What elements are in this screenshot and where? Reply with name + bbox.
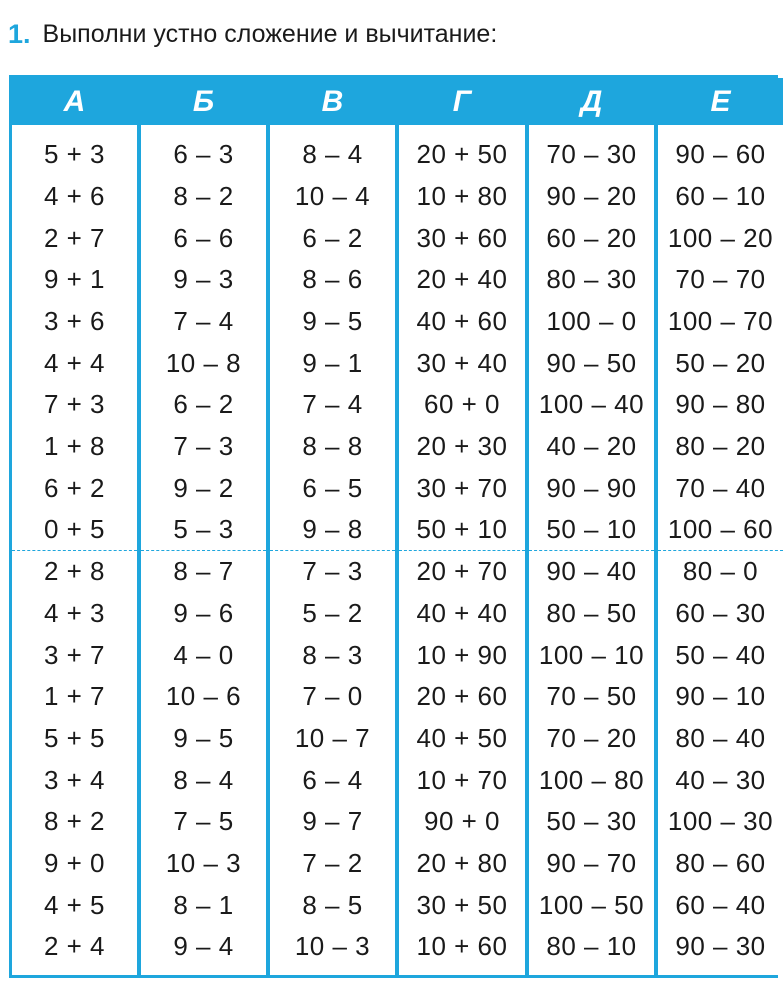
expression-cell: 6 – 2 (173, 389, 234, 420)
expression-cell: 8 + 2 (43, 806, 106, 837)
expression-cell: 10 – 4 (294, 181, 371, 212)
exercise-table (9, 75, 778, 978)
expression-cell: 0 + 5 (12, 509, 137, 551)
expression-cell: 8 – 7 (173, 556, 234, 587)
expression-cell: 100 – 50 (538, 889, 645, 920)
expression-cell: 20 + 40 (416, 264, 508, 295)
expression-cell: 1 + 8 (43, 431, 106, 462)
expression-cell: 90 + 0 (423, 806, 500, 837)
table-column (399, 78, 525, 975)
expression-cell: 80 – 20 (675, 431, 766, 462)
expression-cell: 40 – 30 (675, 764, 766, 795)
expression-cell: 70 – 70 (675, 264, 766, 295)
expression-cell: 7 – 0 (302, 681, 363, 712)
expression-cell: 70 – 50 (546, 681, 637, 712)
expression-cell: 50 – 20 (675, 347, 766, 378)
expression-cell: 60 – 10 (675, 181, 766, 212)
column-header: В (270, 78, 395, 125)
table-column (658, 78, 783, 975)
expression-cell: 5 + 3 (43, 139, 106, 170)
expression-cell: 80 – 10 (546, 931, 637, 962)
expression-cell: 70 – 30 (546, 139, 637, 170)
expression-cell: 9 – 5 (173, 722, 234, 753)
column-header: А (12, 78, 137, 125)
expression-cell: 4 + 6 (43, 181, 106, 212)
expression-cell: 90 – 60 (675, 139, 766, 170)
column-cells (270, 125, 395, 975)
column-cells (529, 125, 654, 975)
expression-cell: 9 + 0 (43, 848, 106, 879)
expression-cell: 4 + 4 (43, 347, 106, 378)
expression-cell: 7 – 5 (173, 806, 234, 837)
expression-cell: 30 + 70 (416, 472, 508, 503)
expression-cell: 6 – 2 (302, 222, 363, 253)
expression-cell: 90 – 10 (675, 681, 766, 712)
expression-cell: 50 – 10 (529, 509, 654, 551)
expression-cell: 20 + 50 (416, 139, 508, 170)
expression-cell: 4 + 5 (43, 889, 106, 920)
expression-cell: 10 – 3 (294, 931, 371, 962)
expression-cell: 100 – 80 (538, 764, 645, 795)
expression-cell: 10 + 70 (416, 764, 508, 795)
expression-cell: 1 + 7 (43, 681, 106, 712)
task-header (8, 14, 497, 54)
expression-cell: 5 – 2 (302, 597, 363, 628)
column-cells (399, 125, 525, 975)
expression-cell: 3 + 4 (43, 764, 106, 795)
expression-cell: 60 + 0 (423, 389, 500, 420)
expression-cell: 40 + 50 (416, 722, 508, 753)
expression-cell: 8 – 3 (302, 639, 363, 670)
expression-cell: 50 + 10 (399, 509, 525, 551)
expression-cell: 3 + 7 (43, 639, 106, 670)
table-column (270, 78, 395, 975)
expression-cell: 8 – 5 (302, 889, 363, 920)
expression-cell: 100 – 30 (667, 806, 774, 837)
expression-cell: 100 – 40 (538, 389, 645, 420)
column-cells (12, 125, 137, 975)
expression-cell: 70 – 40 (675, 472, 766, 503)
expression-cell: 3 + 6 (43, 306, 106, 337)
expression-cell: 2 + 4 (43, 931, 106, 962)
expression-cell: 8 – 1 (173, 889, 234, 920)
expression-cell: 20 + 70 (416, 556, 508, 587)
expression-cell: 10 + 80 (416, 181, 508, 212)
expression-cell: 90 – 20 (546, 181, 637, 212)
expression-cell: 50 – 40 (675, 639, 766, 670)
expression-cell: 30 + 40 (416, 347, 508, 378)
expression-cell: 9 – 7 (302, 806, 363, 837)
expression-cell: 80 – 30 (546, 264, 637, 295)
expression-cell: 90 – 80 (675, 389, 766, 420)
task-number: 1. (8, 18, 31, 49)
expression-cell: 8 – 2 (173, 181, 234, 212)
expression-cell: 6 – 3 (173, 139, 234, 170)
expression-cell: 9 – 6 (173, 597, 234, 628)
expression-cell: 90 – 30 (675, 931, 766, 962)
column-header: Д (529, 78, 654, 125)
expression-cell: 5 – 3 (141, 509, 266, 551)
expression-cell: 20 + 30 (416, 431, 508, 462)
expression-cell: 8 – 4 (302, 139, 363, 170)
table-column (12, 78, 137, 975)
expression-cell: 90 – 90 (546, 472, 637, 503)
expression-cell: 100 – 0 (546, 306, 637, 337)
expression-cell: 2 + 8 (43, 556, 106, 587)
expression-cell: 60 – 40 (675, 889, 766, 920)
expression-cell: 100 – 10 (538, 639, 645, 670)
expression-cell: 10 + 60 (416, 931, 508, 962)
expression-cell: 10 + 90 (416, 639, 508, 670)
expression-cell: 100 – 60 (658, 509, 783, 551)
expression-cell: 9 – 3 (173, 264, 234, 295)
expression-cell: 7 + 3 (43, 389, 106, 420)
expression-cell: 100 – 70 (667, 306, 774, 337)
expression-cell: 7 – 4 (173, 306, 234, 337)
expression-cell: 10 – 6 (165, 681, 242, 712)
expression-cell: 6 + 2 (43, 472, 106, 503)
expression-cell: 30 + 50 (416, 889, 508, 920)
expression-cell: 7 – 4 (302, 389, 363, 420)
table-column (141, 78, 266, 975)
column-cells (658, 125, 783, 975)
expression-cell: 5 + 5 (43, 722, 106, 753)
expression-cell: 80 – 0 (682, 556, 759, 587)
task-instruction: Выполни устно сложение и вычитание: (42, 19, 498, 48)
expression-cell: 9 – 1 (302, 347, 363, 378)
expression-cell: 9 – 2 (173, 472, 234, 503)
expression-cell: 80 – 40 (675, 722, 766, 753)
expression-cell: 40 + 40 (416, 597, 508, 628)
expression-cell: 50 – 30 (546, 806, 637, 837)
expression-cell: 6 – 4 (302, 764, 363, 795)
expression-cell: 10 – 8 (165, 347, 242, 378)
expression-cell: 7 – 2 (302, 848, 363, 879)
expression-cell: 8 – 6 (302, 264, 363, 295)
expression-cell: 6 – 5 (302, 472, 363, 503)
column-header: Б (141, 78, 266, 125)
expression-cell: 90 – 70 (546, 848, 637, 879)
expression-cell: 4 + 3 (43, 597, 106, 628)
expression-cell: 90 – 50 (546, 347, 637, 378)
expression-cell: 7 – 3 (302, 556, 363, 587)
expression-cell: 4 – 0 (173, 639, 234, 670)
column-header: Г (399, 78, 525, 125)
expression-cell: 60 – 20 (546, 222, 637, 253)
expression-cell: 20 + 80 (416, 848, 508, 879)
column-header: Е (658, 78, 783, 125)
expression-cell: 9 + 1 (43, 264, 106, 295)
expression-cell: 10 – 3 (165, 848, 242, 879)
expression-cell: 7 – 3 (173, 431, 234, 462)
expression-cell: 6 – 6 (173, 222, 234, 253)
expression-cell: 10 – 7 (294, 722, 371, 753)
expression-cell: 80 – 50 (546, 597, 637, 628)
expression-cell: 80 – 60 (675, 848, 766, 879)
expression-cell: 8 – 4 (173, 764, 234, 795)
expression-cell: 100 – 20 (667, 222, 774, 253)
table-column (529, 78, 654, 975)
expression-cell: 70 – 20 (546, 722, 637, 753)
expression-cell: 40 – 20 (546, 431, 637, 462)
column-cells (141, 125, 266, 975)
expression-cell: 20 + 60 (416, 681, 508, 712)
expression-cell: 2 + 7 (43, 222, 106, 253)
expression-cell: 9 – 4 (173, 931, 234, 962)
expression-cell: 40 + 60 (416, 306, 508, 337)
expression-cell: 9 – 8 (270, 509, 395, 551)
expression-cell: 9 – 5 (302, 306, 363, 337)
expression-cell: 90 – 40 (546, 556, 637, 587)
expression-cell: 30 + 60 (416, 222, 508, 253)
expression-cell: 60 – 30 (675, 597, 766, 628)
expression-cell: 8 – 8 (302, 431, 363, 462)
